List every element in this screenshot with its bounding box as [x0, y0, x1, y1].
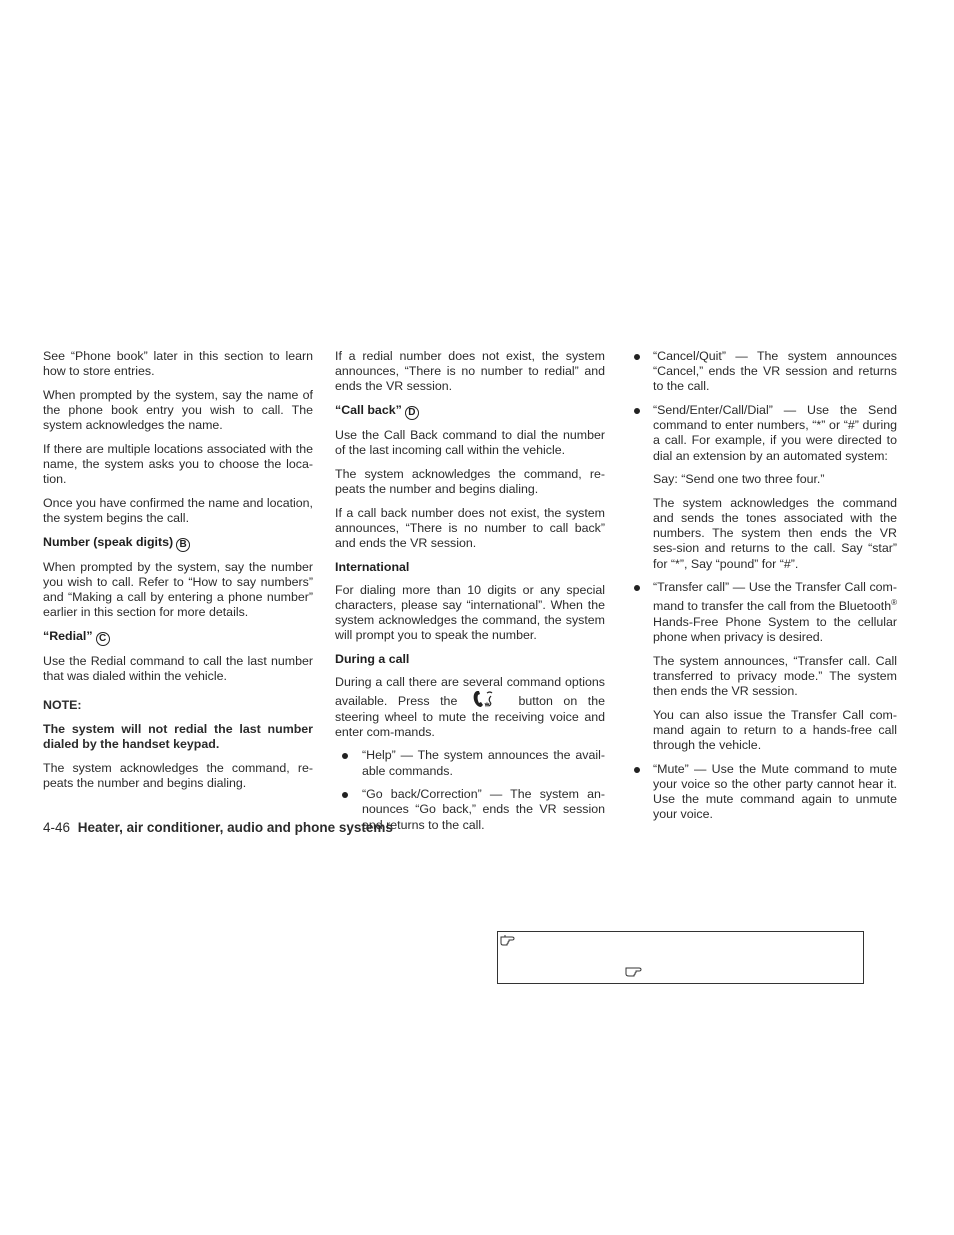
- paragraph: See “Phone book” later in this section to learn how to store entries.: [43, 349, 313, 379]
- paragraph-text: During a call there are several command options available. Press the: [335, 675, 605, 709]
- heading-call-back: [335, 403, 605, 420]
- bullet-icon: [634, 767, 640, 773]
- pointing-hand-icon: [625, 966, 645, 978]
- list-item-text: Hands-Free Phone System to the cellular phone when privacy is desired.: [653, 614, 897, 644]
- heading-text: “Call back”: [335, 403, 402, 417]
- bullet-icon: [634, 354, 640, 360]
- list-item: [634, 762, 897, 823]
- heading-international: International: [335, 559, 410, 574]
- paragraph: The system acknowledges the command and sends the tones associated with the numbers. The system then ends the VR ses-sion and returns to the call. Say “star” for “*”, Say “pound” for “#”.: [653, 495, 897, 571]
- bullet-icon: [634, 408, 640, 414]
- bullet-icon: [634, 585, 640, 591]
- list-item-text: “Cancel/Quit” — The system announces “Cancel,” ends the VR session and returns to the call.: [653, 349, 897, 394]
- paragraph: Once you have confirmed the name and location, the system begins the call.: [43, 495, 314, 525]
- bullet-icon: [342, 753, 348, 759]
- list-item: [634, 349, 897, 395]
- paragraph: If a call back number does not exist, the system announces, “There is no number to call back” and ends the VR session.: [335, 505, 605, 550]
- paragraph: Use the Redial command to call the last number that was dialed within the vehicle.: [43, 653, 313, 683]
- paragraph: When prompted by the system, say the number you wish to call. Refer to “How to say numbers” and “Making a call by entering a phone number” earlier in this section for more details.: [43, 559, 313, 620]
- bullet-icon: [342, 792, 348, 798]
- heading-text: Number (speak digits): [43, 534, 174, 549]
- circled-letter-d-icon: D: [405, 406, 419, 420]
- paragraph-text: button on the steering wheel to mute the receiving voice and enter com-mands.: [335, 694, 605, 739]
- paragraph: You can also issue the Transfer Call com-mand again to return to a hands-free call through the vehicle.: [653, 707, 897, 752]
- list-item: [634, 403, 897, 464]
- heading-number-speak-digits: [43, 535, 313, 552]
- phone-voice-icon: [471, 690, 505, 708]
- list-item: [634, 580, 897, 645]
- note-text: The system will not redial the last number dialed by the handset keypad.: [43, 721, 313, 751]
- column-left: [43, 349, 313, 799]
- reference-box: [497, 931, 864, 984]
- circled-letter-b-icon: B: [176, 538, 190, 552]
- list-item-text: “Send/Enter/Call/Dial” — Use the Send command to enter numbers, “*” or “#” during a call. For example, if you were directed to dial an extension by an automated system:: [653, 403, 897, 463]
- paragraph: Use the Call Back command to dial the number of the last incoming call within the vehicle.: [335, 428, 605, 458]
- list-item: [335, 748, 605, 778]
- paragraph: If a redial number does not exist, the system announces, “There is no number to redial” and ends the VR session.: [335, 349, 605, 394]
- paragraph: The system announces, “Transfer call. Call transferred to privacy mode.” The system then ends the VR session.: [653, 653, 897, 698]
- list-item-text: “Help” — The system announces the avail-able commands.: [362, 748, 605, 778]
- list-item-text: “Transfer call” — Use the Transfer Call com-mand to transfer the call from the Bluetooth: [653, 580, 897, 614]
- registered-mark: ®: [891, 598, 897, 608]
- column-right: [634, 349, 897, 831]
- heading-during-a-call: During a call: [335, 652, 410, 666]
- paragraph: When prompted by the system, say the name of the phone book entry you wish to call. The system acknowledges the name.: [43, 387, 313, 433]
- paragraph: The system acknowledges the command, re-peats the number and begins dialing.: [43, 760, 313, 790]
- section-title: Heater, air conditioner, audio and phone systems: [77, 820, 393, 835]
- circled-letter-c-icon: C: [96, 632, 110, 646]
- page-footer: [43, 820, 393, 835]
- list-item-text: “Go back/Correction” — The system an-nounces “Go back,” ends the VR session and returns to the call.: [362, 787, 605, 832]
- pointing-hand-icon: [500, 934, 520, 946]
- heading-text: “Redial”: [43, 628, 93, 643]
- heading-redial: [43, 629, 313, 646]
- column-middle: [335, 349, 605, 841]
- paragraph: For dialing more than 10 digits or any special characters, please say “international”. When the system acknowledges the command, the system will prompt you to speak the number.: [335, 582, 605, 643]
- paragraph: [335, 675, 605, 740]
- note-label: NOTE:: [43, 698, 82, 713]
- page-number: 4-46: [43, 820, 71, 835]
- example-say: Say: “Send one two three four.”: [653, 472, 825, 487]
- paragraph: The system acknowledges the command, re-peats the number and begins dialing.: [335, 466, 605, 496]
- paragraph: If there are multiple locations associated with the name, the system asks you to choose the loca-tion.: [43, 441, 313, 487]
- list-item-text: “Mute” — Use the Mute command to mute your voice so the other party cannot hear it. Use the mute command again to unmute your voice.: [653, 761, 897, 822]
